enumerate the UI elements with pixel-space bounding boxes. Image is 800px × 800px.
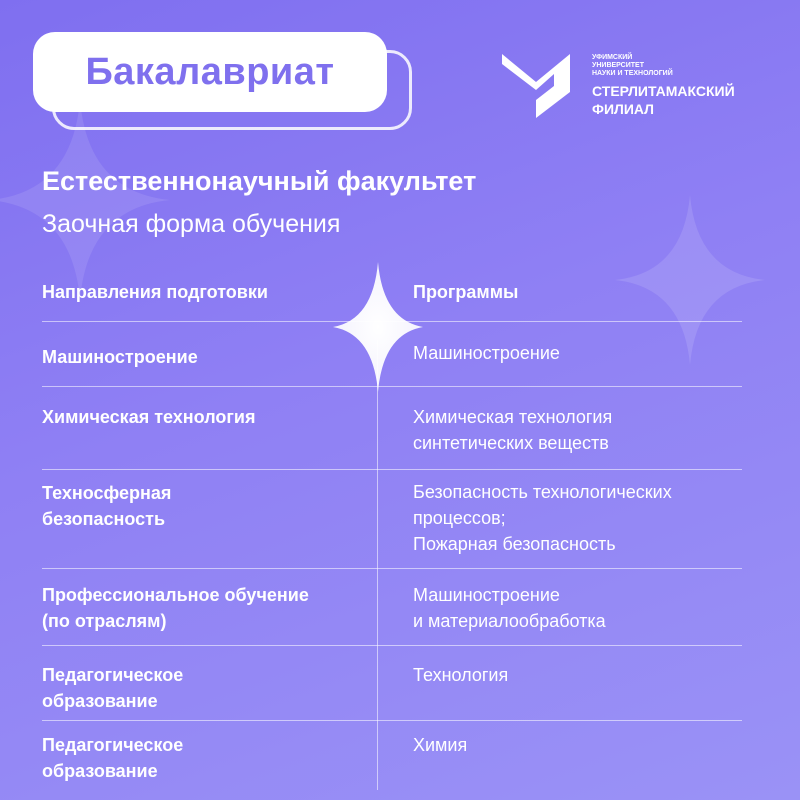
faculty-title: Естественнонаучный факультет: [42, 166, 477, 196]
table-divider: [42, 469, 742, 470]
table-row-program: Машиностроение и материалообработка: [413, 585, 606, 631]
table-row-direction: Машиностроение: [42, 347, 198, 367]
study-form-subtitle: Заочная форма обучения: [42, 210, 341, 238]
university-logo: [500, 52, 770, 122]
table-row-direction: Техносферная безопасность: [42, 483, 172, 529]
table-row-direction: Химическая технология: [42, 407, 256, 427]
table-row-direction: Профессиональное обучение (по отраслям): [42, 585, 309, 631]
sparkle-decoration-left: [0, 100, 170, 300]
table-row-program: Безопасность технологических процессов; Пожарная безопасность: [413, 482, 672, 554]
table-header-directions: Направления подготовки: [42, 282, 268, 302]
table-header-programs: Программы: [413, 282, 519, 302]
university-logo-icon: [500, 52, 575, 120]
table-divider: [42, 321, 742, 322]
table-row-direction: Педагогическое образование: [42, 735, 184, 781]
table-row-direction: Педагогическое образование: [42, 665, 184, 711]
table-row-program: Машиностроение: [413, 343, 560, 363]
table-row-program: Технология: [413, 665, 509, 685]
table-row-program: Химическая технология синтетических веществ: [413, 407, 613, 453]
program-badge: [33, 32, 387, 112]
table-column-divider: [377, 340, 378, 790]
badge-label: Бакалавриат: [85, 50, 335, 93]
table-divider: [42, 720, 742, 721]
table-row-program: Химия: [413, 735, 468, 755]
table-divider: [42, 568, 742, 569]
logo-small-text: УФИМСКИЙ УНИВЕРСИТЕТ НАУКИ И ТЕХНОЛОГИЙ: [592, 54, 673, 77]
sparkle-decoration-center: [333, 262, 423, 392]
table-divider: [42, 386, 742, 387]
logo-big-text: СТЕРЛИТАМАКСКИЙ ФИЛИАЛ: [592, 83, 735, 117]
table-divider: [42, 645, 742, 646]
